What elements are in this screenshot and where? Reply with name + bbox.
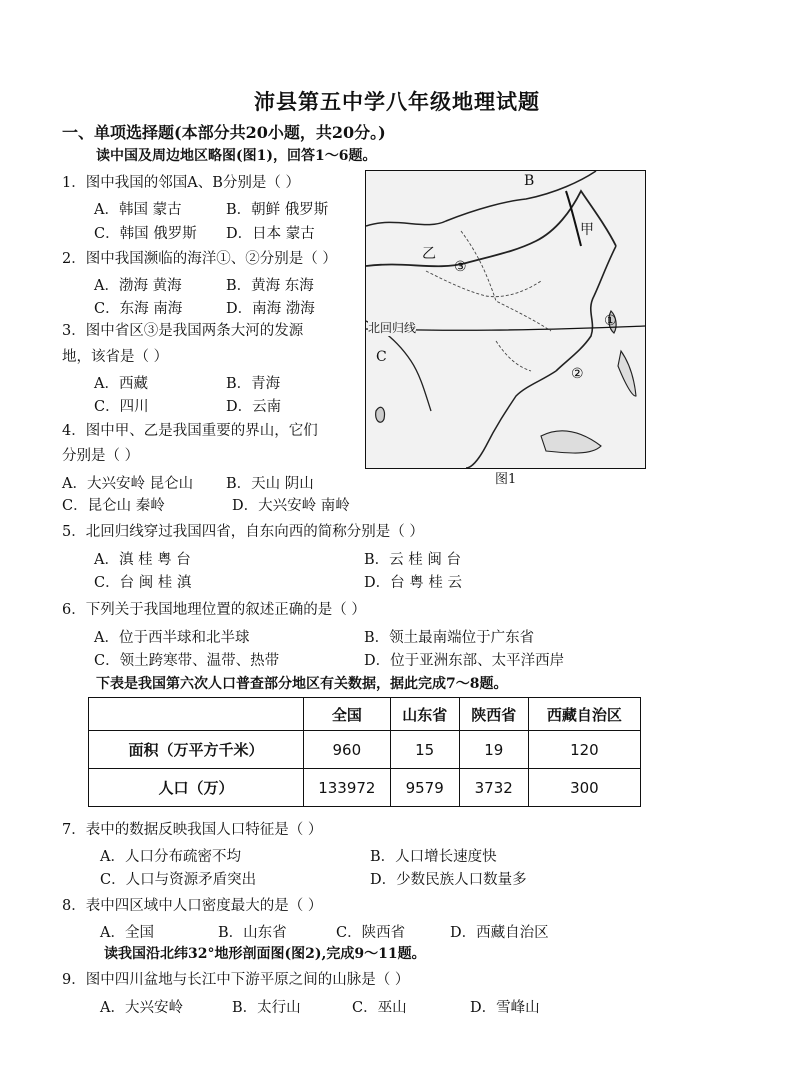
table-row-label: 面积（万平方千米） (89, 731, 304, 769)
question-1-option-d[interactable]: D．日本 蒙古 (226, 226, 315, 242)
table-header-cell (89, 698, 304, 731)
table-header-cell: 山东省 (390, 698, 459, 731)
question-8-option-b[interactable]: B．山东省 (218, 925, 287, 941)
census-data-table (88, 697, 641, 807)
table-cell: 133972 (304, 769, 391, 807)
question-9-option-d[interactable]: D．雪峰山 (470, 1000, 540, 1016)
map-label-yi: 乙 (422, 246, 436, 262)
question-5-option-c[interactable]: C．台 闽 桂 滇 (94, 575, 192, 591)
question-6-option-d[interactable]: D．位于亚洲东部、太平洋西岸 (364, 653, 565, 669)
table-intro: 下表是我国第六次人口普查部分地区有关数据，据此完成7～8题。 (96, 676, 508, 692)
table-cell: 19 (459, 731, 528, 769)
table-header-cell: 全国 (304, 698, 391, 731)
map-label-1: ① (604, 313, 617, 329)
question-2-option-c[interactable]: C．东海 南海 (94, 301, 183, 317)
question-9-option-b[interactable]: B．太行山 (232, 1000, 301, 1016)
map-label-3: ③ (454, 259, 467, 275)
question-1-option-b[interactable]: B．朝鲜 俄罗斯 (226, 202, 329, 218)
map-label-2: ② (571, 366, 584, 382)
question-8-option-c[interactable]: C．陕西省 (336, 925, 406, 941)
question-5-stem: 5．北回归线穿过我国四省，自东向西的简称分别是（ ） (62, 524, 424, 540)
question-8-option-a[interactable]: A．全国 (100, 925, 154, 941)
table-cell: 9579 (390, 769, 459, 807)
table-row-label: 人口（万） (89, 769, 304, 807)
question-2-option-a[interactable]: A．渤海 黄海 (94, 278, 182, 294)
question-intro: 读中国及周边地区略图(图1)，回答1～6题。 (96, 148, 377, 164)
table-cell: 300 (528, 769, 640, 807)
map-label-jia: 甲 (580, 222, 594, 238)
section-heading: 一、单项选择题(本部分共20小题，共20分。) (62, 123, 386, 142)
question-6-option-b[interactable]: B．领土最南端位于广东省 (364, 630, 535, 646)
question-4-option-d[interactable]: D．大兴安岭 南岭 (232, 498, 350, 514)
question-8-stem: 8．表中四区域中人口密度最大的是（ ） (62, 898, 323, 914)
question-7-option-d[interactable]: D．少数民族人口数量多 (370, 872, 527, 888)
question-8-option-d[interactable]: D．西藏自治区 (450, 925, 549, 941)
question-3-option-a[interactable]: A．西藏 (94, 376, 148, 392)
question-6-option-a[interactable]: A．位于西半球和北半球 (94, 630, 250, 646)
page-title: 沛县第五中学八年级地理试题 (254, 89, 540, 114)
question-6-option-c[interactable]: C．领土跨寒带、温带、热带 (94, 653, 280, 669)
question-3-option-b[interactable]: B．青海 (226, 376, 281, 392)
question-4-stem-line1: 4．图中甲、乙是我国重要的界山，它们 (62, 423, 318, 439)
table-cell: 3732 (459, 769, 528, 807)
question-5-option-a[interactable]: A．滇 桂 粤 台 (94, 552, 191, 568)
table-header-cell: 西藏自治区 (528, 698, 640, 731)
question-9-stem: 9．图中四川盆地与长江中下游平原之间的山脉是（ ） (62, 972, 410, 988)
question-1-option-a[interactable]: A．韩国 蒙古 (94, 202, 182, 218)
table-cell: 120 (528, 731, 640, 769)
question-4-option-c[interactable]: C．昆仑山 秦岭 (62, 498, 165, 514)
profile-intro: 读我国沿北纬32°地形剖面图(图2),完成9～11题。 (104, 946, 426, 962)
question-5-option-b[interactable]: B．云 桂 闽 台 (364, 552, 461, 568)
table-cell: 15 (390, 731, 459, 769)
question-1-stem: 1．图中我国的邻国A、B分别是（ ） (62, 175, 300, 191)
question-6-stem: 6．下列关于我国地理位置的叙述正确的是（ ） (62, 602, 366, 618)
table-header-cell: 陕西省 (459, 698, 528, 731)
map-label-c: C (376, 349, 387, 365)
table-row (89, 769, 641, 807)
table-row (89, 731, 641, 769)
question-7-stem: 7．表中的数据反映我国人口特征是（ ） (62, 822, 323, 838)
question-3-stem-line2: 地，该省是（ ） (62, 349, 169, 365)
question-3-option-c[interactable]: C．四川 (94, 399, 149, 415)
question-7-option-b[interactable]: B．人口增长速度快 (370, 849, 497, 865)
map-label-tropic-of-cancer: 北回归线 (368, 321, 417, 335)
table-header-row (89, 698, 641, 731)
table-cell: 960 (304, 731, 391, 769)
question-4-option-b[interactable]: B．天山 阴山 (226, 476, 314, 492)
question-9-option-a[interactable]: A．大兴安岭 (100, 1000, 183, 1016)
question-7-option-a[interactable]: A．人口分布疏密不均 (100, 849, 241, 865)
map-figure-1 (365, 170, 646, 469)
figure-caption: 图1 (495, 472, 517, 487)
question-9-option-c[interactable]: C．巫山 (352, 1000, 407, 1016)
question-2-stem: 2．图中我国濒临的海洋①、②分别是（ ） (62, 251, 337, 267)
question-2-option-d[interactable]: D．南海 渤海 (226, 301, 315, 317)
question-5-option-d[interactable]: D．台 粤 桂 云 (364, 575, 462, 591)
question-4-stem-line2: 分别是（ ） (62, 448, 140, 464)
question-4-option-a[interactable]: A．大兴安岭 昆仑山 (62, 476, 194, 492)
question-7-option-c[interactable]: C．人口与资源矛盾突出 (100, 872, 257, 888)
question-1-option-c[interactable]: C．韩国 俄罗斯 (94, 226, 197, 242)
question-2-option-b[interactable]: B．黄海 东海 (226, 278, 314, 294)
map-label-b: B (524, 173, 535, 189)
question-3-option-d[interactable]: D．云南 (226, 399, 282, 415)
question-3-stem-line1: 3．图中省区③是我国两条大河的发源 (62, 323, 304, 339)
